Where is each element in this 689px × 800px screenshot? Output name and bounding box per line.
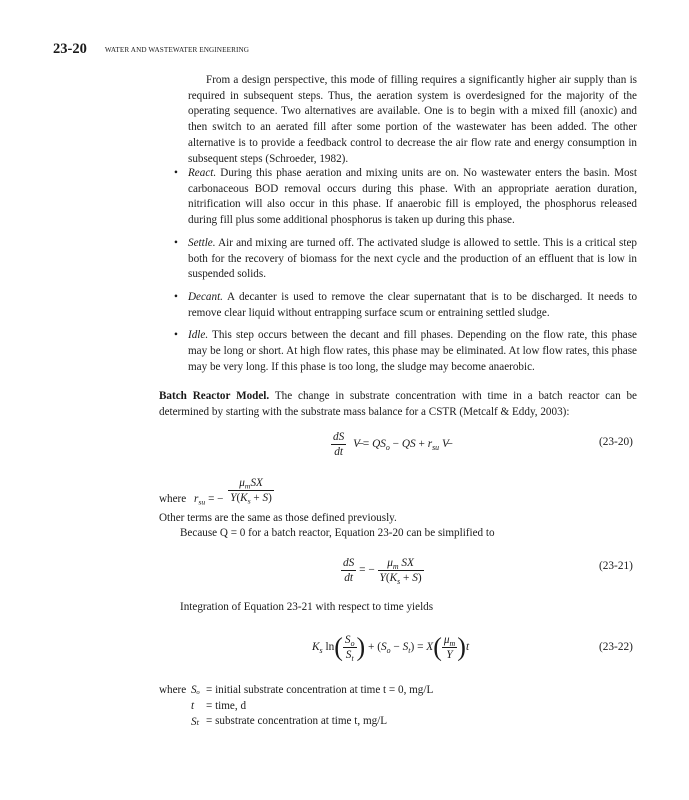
definition-symbol: Sₜ	[191, 716, 200, 729]
fraction-mu-Y: $\frac{\mu_m}{Y}$	[443, 634, 456, 661]
list-item	[174, 236, 637, 283]
definition-row	[159, 715, 388, 731]
page-header	[53, 40, 249, 58]
rsu-definition: where $r_{su}$ = − $\frac{\mu_mSX}{Y(K_s + S)}$	[159, 477, 272, 507]
bullet-icon: •	[174, 329, 178, 342]
equation-23-22: $K_s$ ln( $\frac{S_o}{S_t}$ ) + $(S_o - S_t) = X$( $\frac{\mu_m}{Y}$ )t	[312, 632, 470, 663]
list-item	[174, 328, 637, 375]
bullet-icon: •	[174, 236, 178, 249]
definition-row	[159, 699, 247, 716]
definition-symbol: Sₒ	[191, 684, 200, 696]
list-item	[174, 290, 637, 321]
fraction-dS-dt: $\frac{dS}{dt}$	[343, 557, 355, 584]
where-label: where	[159, 493, 187, 506]
phase-text: A decanter is used to remove the clear supernatant that is to be discharged. It needs to remove clear liquid without entrapping surface scum or entraining settled sludge.	[188, 290, 638, 319]
bullet-icon: •	[174, 167, 178, 179]
definition-text: = time, d	[206, 699, 247, 712]
phase-term: React.	[188, 167, 217, 179]
phase-term: Settle.	[188, 236, 216, 249]
equation-23-21: $\frac{dS}{dt}$ = − $\frac{\mu_m SX}{Y(K_s + S)}$	[343, 557, 422, 586]
phase-text: Air and mixing are turned off. The activated sludge is allowed to settle. This is a critical step both for the recovery of biomass for the next cycle and the production of an effluent that is low in suspended solids.	[188, 236, 638, 281]
section-heading: Batch Reactor Model.	[159, 390, 270, 402]
integration-line: Integration of Equation 23-21 with respect to time yields	[180, 601, 434, 613]
intro-paragraph: From a design perspective, this mode of filling requires a significantly higher air supply than is required in subsequent steps. Thus, the aeration system is overdesigned for the majority of the operating sequence. Two alternatives are available. One is to begin with a mixed fill (anoxic) and then switch to an aerated fill after some portion of the wastewater has been added. The other alternative is to provide a feedback control to decrease the air flow rate and energy consumption in subsequent steps (Schroeder, 1982).	[188, 74, 637, 165]
fraction-dS-dt: $\frac{dS}{dt}$	[333, 431, 345, 458]
definition-text: = substrate concentration at time t, mg/L	[206, 715, 388, 728]
bullet-icon: •	[174, 290, 178, 303]
definitions-block	[159, 684, 434, 731]
phase-text: During this phase aeration and mixing units are on. No wastewater enters the basin. Most carbonaceous BOD removal occurs during this phase. With an appropriate aeration duration, nitrification will also occur in this phase. If anaerobic fill is employed, the phosphorus released during fill plus some additional phosphorus is taken up during this phase.	[188, 167, 637, 227]
running-head: WATER AND WASTEWATER ENGINEERING	[104, 46, 250, 54]
equation-number: (23-22)	[599, 641, 633, 653]
phase-term: Decant.	[188, 290, 223, 303]
where-label: where	[159, 684, 187, 696]
phase-list	[174, 166, 637, 382]
equation-number: (23-21)	[599, 560, 633, 572]
other-terms-line: Other terms are the same as those defined previously.	[159, 512, 397, 524]
equation-23-20: $\frac{dS}{dt}$ V̶ = $QS_o$ − QS + $r_{su}$ V̶	[333, 431, 449, 458]
definition-symbol: t	[191, 699, 195, 712]
fraction-So-St: $\frac{S_o}{S_t}$	[344, 634, 355, 663]
equation-number: (23-20)	[599, 436, 633, 448]
section-text: The change in substrate concentration with time in a batch reactor can be determined by starting with the substrate mass balance for a CSTR (Metcalf & Eddy, 2003):	[159, 390, 637, 418]
phase-text: This step occurs between the decant and fill phases. Depending on the flow rate, this phase may be long or short. At high flow rates, this phase may be eliminated. At low flow rates, this phase may be very long. If this phase is too long, the sludge may become anaerobic.	[188, 329, 637, 373]
fraction-monod: $\frac{\mu_m SX}{Y(K_s + S)}$	[379, 557, 422, 586]
list-item	[174, 166, 637, 229]
definition-text: = initial substrate concentration at time t = 0, mg/L	[206, 684, 434, 696]
phase-term: Idle.	[188, 329, 209, 342]
definition-row	[159, 684, 434, 700]
page-number: 23-20	[53, 41, 87, 57]
because-line: Because Q = 0 for a batch reactor, Equation 23-20 can be simplified to	[180, 527, 495, 539]
section-batch-reactor	[159, 389, 637, 420]
fraction-rsu: $\frac{\mu_mSX}{Y(K_s + S)}$	[230, 477, 272, 506]
